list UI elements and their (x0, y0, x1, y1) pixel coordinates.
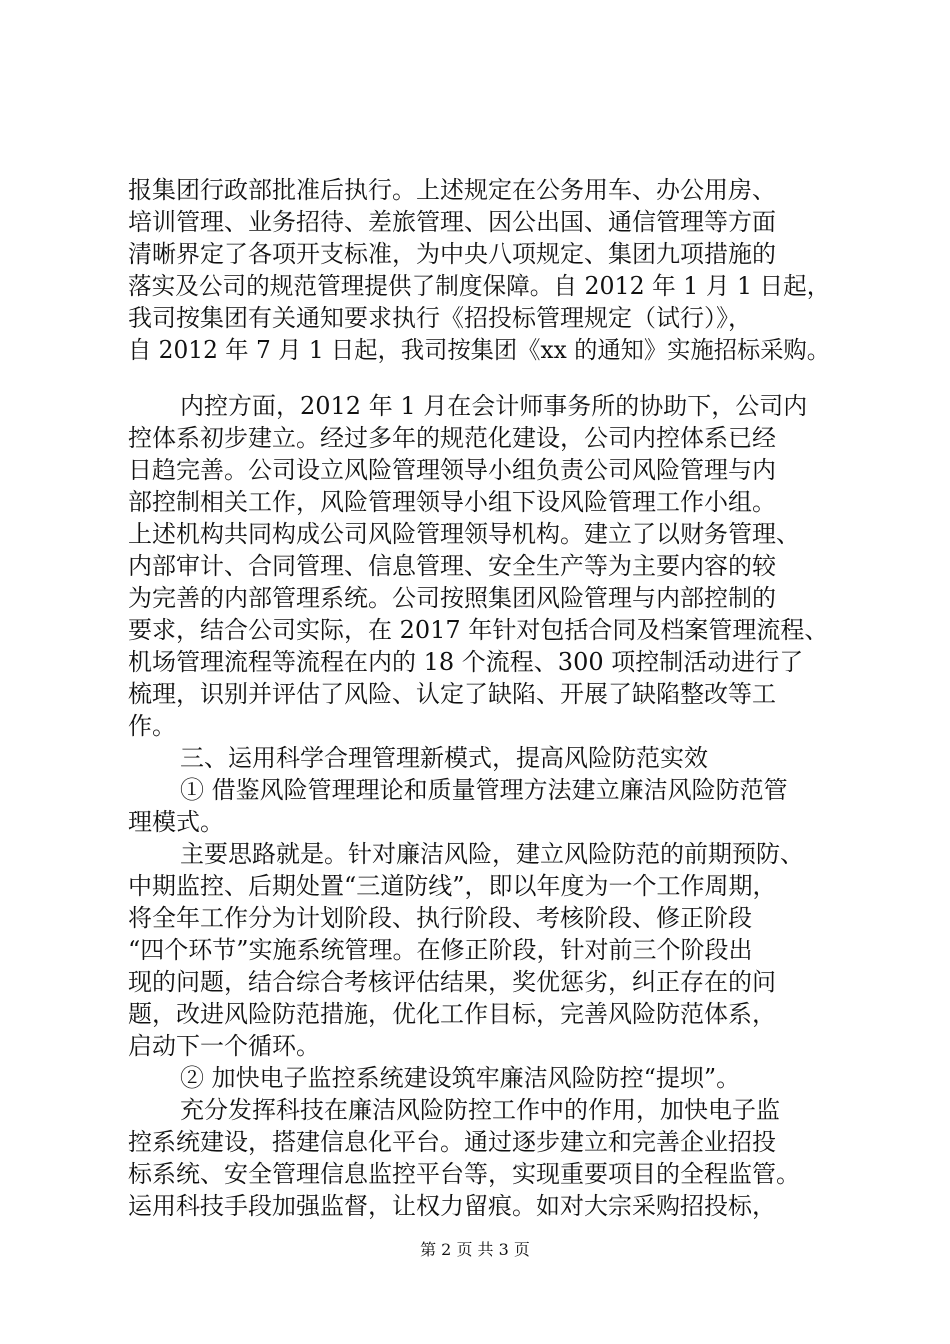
list-item-heading: ① 借鉴风险管理理论和质量管理方法建立廉洁风险防范管 (180, 776, 788, 804)
text-line: 题，改进风险防范措施，优化工作目标，完善风险防范体系， (128, 1000, 776, 1028)
text-line: “四个环节”实施系统管理。在修正阶段，针对前三个阶段出 (128, 936, 753, 964)
text-line: 现的问题，结合综合考核评估结果，奖优惩劣，纠正存在的问 (128, 968, 776, 996)
text-line: 内控方面，2012 年 1 月在会计师事务所的协助下，公司内 (180, 392, 808, 420)
text-line: 梳理，识别并评估了风险、认定了缺陷、开展了缺陷整改等工 (128, 680, 776, 708)
text-line: 充分发挥科技在廉洁风险防控工作中的作用，加快电子监 (180, 1096, 780, 1124)
text-line: 落实及公司的规范管理提供了制度保障。自 2012 年 1 月 1 日起， (128, 272, 831, 300)
text-line: 机场管理流程等流程在内的 18 个流程、300 项控制活动进行了 (128, 648, 804, 676)
text-line: 报集团行政部批准后执行。上述规定在公务用车、办公用房、 (128, 176, 776, 204)
text-line: 要求，结合公司实际，在 2017 年针对包括合同及档案管理流程、 (128, 616, 829, 644)
text-line: 部控制相关工作，风险管理领导小组下设风险管理工作小组。 (128, 488, 776, 516)
text-line: 清晰界定了各项开支标准，为中央八项规定、集团九项措施的 (128, 240, 776, 268)
text-line: 我司按集团有关通知要求执行《招投标管理规定（试行）》， (128, 304, 752, 332)
text-line: 将全年工作分为计划阶段、执行阶段、考核阶段、修正阶段 (128, 904, 752, 932)
text-line: 上述机构共同构成公司风险管理领导机构。建立了以财务管理、 (128, 520, 800, 548)
text-line: 培训管理、业务招待、差旅管理、因公出国、通信管理等方面 (128, 208, 776, 236)
text-line: 标系统、安全管理信息监控平台等，实现重要项目的全程监管。 (128, 1160, 800, 1188)
text-line: 启动下一个循环。 (128, 1032, 320, 1060)
text-line: 运用科技手段加强监督，让权力留痕。如对大宗采购招投标， (128, 1192, 776, 1220)
list-item-heading: 理模式。 (128, 808, 224, 836)
text-line: 控系统建设，搭建信息化平台。通过逐步建立和完善企业招投 (128, 1128, 776, 1156)
list-item-heading: ② 加快电子监控系统建设筑牢廉洁风险防控“提坝”。 (180, 1064, 741, 1092)
page-footer: 第 2 页 共 3 页 (420, 1240, 530, 1259)
text-line: 作。 (128, 712, 176, 740)
text-line: 中期监控、后期处置“三道防线”，即以年度为一个工作周期， (128, 872, 777, 900)
text-line: 为完善的内部管理系统。公司按照集团风险管理与内部控制的 (128, 584, 776, 612)
section-heading: 三、运用科学合理管理新模式，提高风险防范实效 (180, 744, 708, 772)
text-line: 内部审计、合同管理、信息管理、安全生产等为主要内容的较 (128, 552, 776, 580)
text-line: 自 2012 年 7 月 1 日起，我司按集团《xx 的通知》实施招标采购。 (128, 336, 831, 364)
text-line: 主要思路就是。针对廉洁风险，建立风险防范的前期预防、 (180, 840, 804, 868)
text-line: 日趋完善。公司设立风险管理领导小组负责公司风险管理与内 (128, 456, 776, 484)
text-line: 控体系初步建立。经过多年的规范化建设，公司内控体系已经 (128, 424, 776, 452)
